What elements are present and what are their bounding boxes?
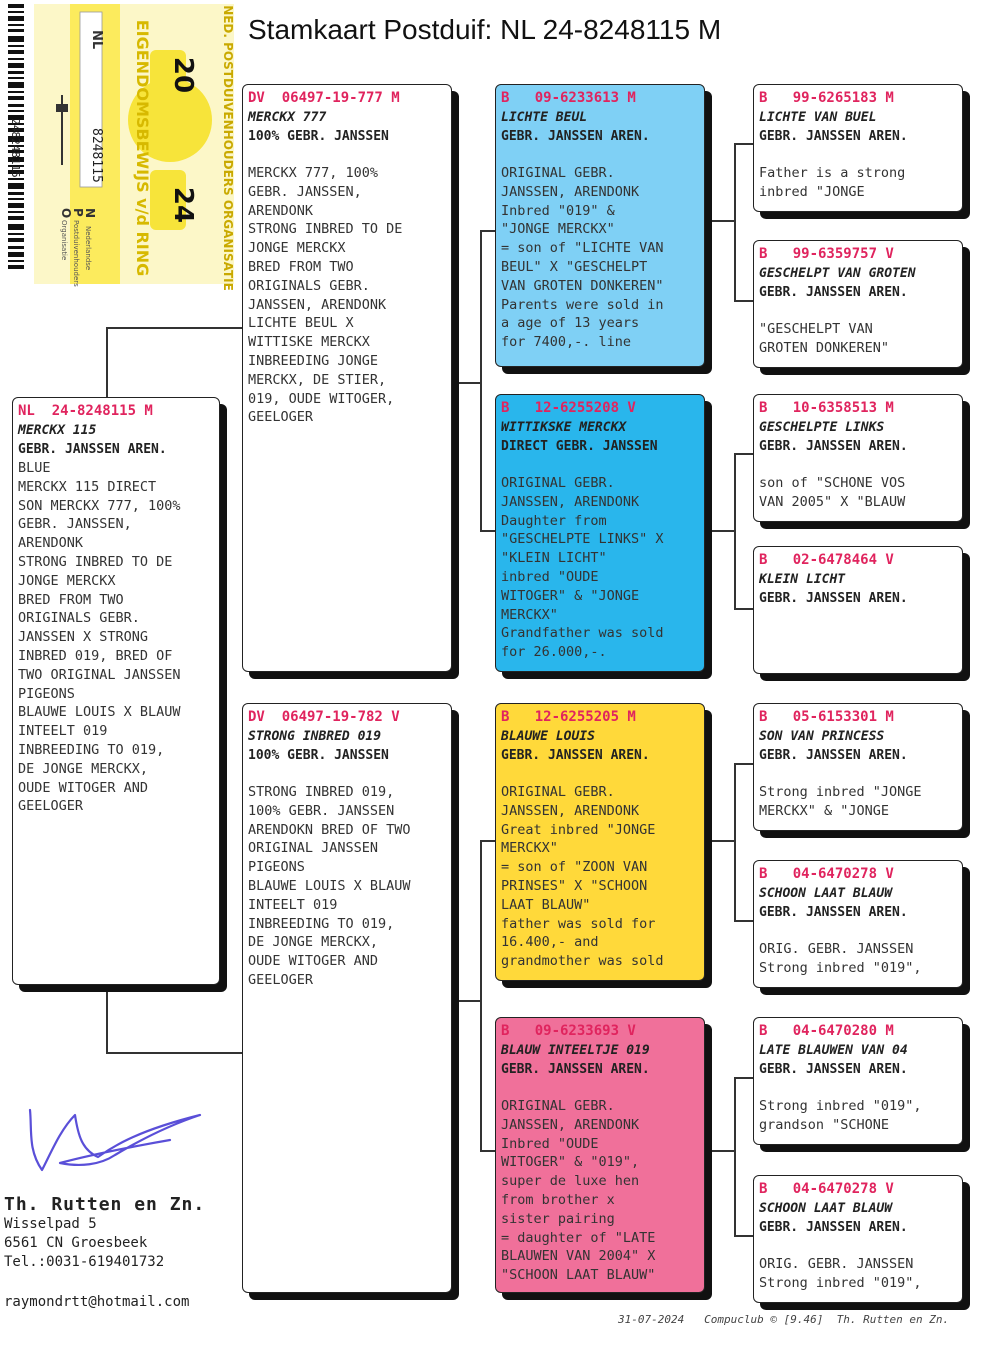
pedigree-card-dam-dam xyxy=(495,1017,705,1293)
pedigree-card-sire-dam xyxy=(495,394,705,672)
pigeon-notes: son of "SCHONE VOS VAN 2005" X "BLAUW xyxy=(759,475,906,510)
ring-number: B 99-6265183 M xyxy=(759,90,894,106)
ring-number: B 05-6153301 M xyxy=(759,709,894,725)
ring-number: B 02-6478464 V xyxy=(759,552,894,568)
pigeon-name: LICHTE VAN BUEL xyxy=(759,110,877,125)
pigeon-notes: STRONG INBRED 019, 100% GEBR. JANSSEN ARENDOKN BRED OF TWO ORIGINAL JANSSEN PIGEONS BLAUWE LOUIS X BLAUW INTEELT 019 INBREEDING TO 019, DE JONGE MERCKX, OUDE WITOGER AND GEELOGER xyxy=(248,784,411,988)
connector xyxy=(734,1077,754,1079)
pedigree-card-dss xyxy=(753,703,963,831)
owner-city: 6561 CN Groesbeek xyxy=(4,1235,148,1251)
ring-year-top: 20 xyxy=(168,56,198,94)
breeder: GEBR. JANSSEN AREN. xyxy=(759,1062,908,1077)
breeder: GEBR. JANSSEN AREN. xyxy=(501,129,650,144)
pedigree-card-sds xyxy=(753,394,963,522)
pedigree-card-sire-sire xyxy=(495,84,705,367)
breeder: GEBR. JANSSEN AREN. xyxy=(759,591,908,606)
owner-phone: Tel.:0031-619401732 xyxy=(4,1254,165,1270)
page-title: Stamkaart Postduif: NL 24-8248115 M xyxy=(248,14,722,45)
pedigree-card-dam xyxy=(242,703,452,1293)
ring-number: NL 24-8248115 M xyxy=(18,403,153,419)
ring-number: B 99-6359757 V xyxy=(759,246,894,262)
ring-number: B 04-6470280 M xyxy=(759,1023,894,1039)
footer xyxy=(618,1313,949,1326)
connector xyxy=(106,327,242,329)
footer-date: 31-07-2024 xyxy=(618,1313,685,1326)
connector xyxy=(106,1052,242,1054)
connector xyxy=(480,230,496,232)
pigeon-notes: ORIGINAL GEBR. JANSSEN, ARENDONK Daughter from "GESCHELPTE LINKS" X "KLEIN LICHT" inbred "OUDE WITOGER" & "JONGE MERCKX" Grandfather was sold for 26.000,-. xyxy=(501,475,664,661)
owner-name: Th. Rutten en Zn. xyxy=(4,1194,206,1215)
connector xyxy=(712,1150,736,1152)
ring-certificate xyxy=(0,0,235,295)
pigeon-name: GESCHELPT VAN GROTEN xyxy=(759,266,916,281)
pigeon-name: BLAUW INTEELTJE 019 xyxy=(501,1043,650,1058)
pigeon-name: MERCKX 115 xyxy=(18,423,97,438)
connector xyxy=(734,920,754,922)
pigeon-notes: "GESCHELPT VAN GROTEN DONKEREN" xyxy=(759,321,890,356)
connector xyxy=(734,300,754,302)
pigeon-notes: Father is a strong inbred "JONGE xyxy=(759,165,906,200)
pedigree-card-sss xyxy=(753,84,963,212)
footer-software: Compuclub © [9.46] xyxy=(704,1313,824,1326)
breeder: GEBR. JANSSEN AREN. xyxy=(759,1220,908,1235)
connector xyxy=(734,763,754,765)
connector xyxy=(712,530,736,532)
connector xyxy=(480,230,482,530)
pedigree-card-ssd xyxy=(753,240,963,368)
breeder: GEBR. JANSSEN AREN. xyxy=(18,442,167,457)
breeder: GEBR. JANSSEN AREN. xyxy=(759,285,908,300)
connector xyxy=(480,840,496,842)
ring-number: B 09-6233613 M xyxy=(501,90,636,106)
connector xyxy=(734,143,754,145)
pigeon-name: SCHOON LAAT BLAUW xyxy=(759,1201,893,1216)
pigeon-notes: ORIG. GEBR. JANSSEN Strong inbred "019", xyxy=(759,941,922,976)
pigeon-name: SCHOON LAAT BLAUW xyxy=(759,886,893,901)
footer-owner: Th. Rutten en Zn. xyxy=(836,1313,950,1326)
owner-email: raymondrtt@hotmail.com xyxy=(4,1294,190,1310)
ring-number: DV 06497-19-782 V xyxy=(248,709,400,725)
connector xyxy=(734,453,754,455)
breeder: GEBR. JANSSEN AREN. xyxy=(759,129,908,144)
pedigree-card-subject xyxy=(12,397,220,985)
pigeon-notes: ORIGINAL GEBR. JANSSEN, ARENDONK Great inbred "JONGE MERCKX" = son of "ZOON VAN PRINSES" X "SCHOON LAAT BLAUW" father was sold for 16.400,- and grandmother was sold xyxy=(501,784,664,970)
legend-p: Postduivenhouders xyxy=(72,220,80,287)
breeder: DIRECT GEBR. JANSSEN xyxy=(501,439,658,454)
pigeon-notes: Strong inbred "019", grandson "SCHONE xyxy=(759,1098,922,1133)
pigeon-name: LICHTE BEUL xyxy=(501,110,588,125)
pigeon-notes: BLUE MERCKX 115 DIRECT SON MERCKX 777, 100% GEBR. JANSSEN, ARENDONK STRONG INBRED TO DE JONGE MERCKX BRED FROM TWO ORIGINALS GEBR. JANSSEN X STRONG INBRED 019, BRED OF TWO ORIGINAL JANSSEN PIGEONS BLAUWE LOUIS X BLAUW INTEELT 019 INBREEDING TO 019, DE JONGE MERCKX, OUDE WITOGER AND GEELOGER xyxy=(18,460,181,815)
pigeon-notes: ORIGINAL GEBR. JANSSEN, ARENDONK Inbred "019" & "JONGE MERCKX" = son of "LICHTE VAN BEUL" X "GESCHELPT VAN GROTEN DONKEREN" Parents were sold in a age of 13 years for 7400,-. line xyxy=(501,165,664,351)
owner-info xyxy=(4,1194,205,1272)
pigeon-name: GESCHELPTE LINKS xyxy=(759,420,885,435)
pigeon-name: LATE BLAUWEN VAN 04 xyxy=(759,1043,908,1058)
pedigree-card-dsd xyxy=(753,860,963,988)
pigeon-name: WITTIKSKE MERCKX xyxy=(501,420,627,435)
connector xyxy=(734,608,754,610)
connector xyxy=(458,382,482,384)
breeder: 100% GEBR. JANSSEN xyxy=(248,748,389,763)
pigeon-notes: ORIG. GEBR. JANSSEN Strong inbred "019", xyxy=(759,1256,922,1291)
ring-year-bottom: 24 xyxy=(168,186,198,224)
svg-text:N: N xyxy=(83,208,97,219)
certificate-text: EIGENDOMSBEWIJS v/d RING xyxy=(133,19,152,277)
signature xyxy=(20,1095,220,1185)
connector xyxy=(480,840,482,1150)
ring-number: B 12-6255208 V xyxy=(501,400,636,416)
ring-number: B 09-6233693 V xyxy=(501,1023,636,1039)
pigeon-name: SON VAN PRINCESS xyxy=(759,729,885,744)
breeder: GEBR. JANSSEN AREN. xyxy=(759,439,908,454)
breeder: GEBR. JANSSEN AREN. xyxy=(759,748,908,763)
breeder: 100% GEBR. JANSSEN xyxy=(248,129,389,144)
ring-number: B 10-6358513 M xyxy=(759,400,894,416)
connector xyxy=(480,530,496,532)
pigeon-name: STRONG INBRED 019 xyxy=(248,729,382,744)
organisation-text: NED. POSTDUIVENHOUDERS ORGANISATIE xyxy=(221,5,235,291)
ring-number: B 12-6255205 M xyxy=(501,709,636,725)
svg-text:O: O xyxy=(59,208,73,219)
connector xyxy=(734,1077,736,1235)
pigeon-name: MERCKX 777 xyxy=(248,110,327,125)
legend-n: Nederlandse xyxy=(84,226,92,271)
connector xyxy=(734,1235,754,1237)
ring-number: DV 06497-19-777 M xyxy=(248,90,400,106)
connector xyxy=(712,220,736,222)
connector xyxy=(458,1000,482,1002)
pigeon-notes: Strong inbred "JONGE MERCKX" & "JONGE xyxy=(759,784,922,819)
breeder: GEBR. JANSSEN AREN. xyxy=(759,905,908,920)
pigeon-notes: MERCKX 777, 100% GEBR. JANSSEN, ARENDONK STRONG INBRED TO DE JONGE MERCKX BRED FROM TWO ORIGINALS GEBR. JANSSEN, ARENDONK LICHTE BEUL X WITTISKE MERCKX INBREEDING JONGE MERCKX, DE STIER, 019, OUDE WITOGER, GEELOGER xyxy=(248,165,403,426)
pedigree-card-sdd xyxy=(753,546,963,674)
pedigree-card-ddd xyxy=(753,1175,963,1303)
ring-number: B 04-6470278 V xyxy=(759,866,894,882)
pigeon-name: BLAUWE LOUIS xyxy=(501,729,595,744)
owner-street: Wisselpad 5 xyxy=(4,1216,97,1232)
connector xyxy=(712,840,736,842)
breeder: GEBR. JANSSEN AREN. xyxy=(501,1062,650,1077)
pedigree-card-dds xyxy=(753,1017,963,1145)
svg-text:P: P xyxy=(71,208,85,217)
pigeon-notes: ORIGINAL GEBR. JANSSEN, ARENDONK Inbred "OUDE WITOGER" & "019", super de luxe hen from brother x sister pairing = daughter of "LATE BLAUWEN VAN 2004" X "SCHOON LAAT BLAUW" xyxy=(501,1098,656,1284)
breeder: GEBR. JANSSEN AREN. xyxy=(501,748,650,763)
ring-number: B 04-6470278 V xyxy=(759,1181,894,1197)
connector xyxy=(480,1150,496,1152)
legend-o: Organisatie xyxy=(60,220,68,261)
pedigree-card-dam-sire xyxy=(495,703,705,981)
pedigree-card-sire xyxy=(242,84,452,672)
pigeon-name: KLEIN LICHT xyxy=(759,572,846,587)
ring-number: 8248115 xyxy=(89,128,104,183)
ring-country: NL xyxy=(89,30,104,50)
barcode-number: 248248115 xyxy=(9,118,22,178)
